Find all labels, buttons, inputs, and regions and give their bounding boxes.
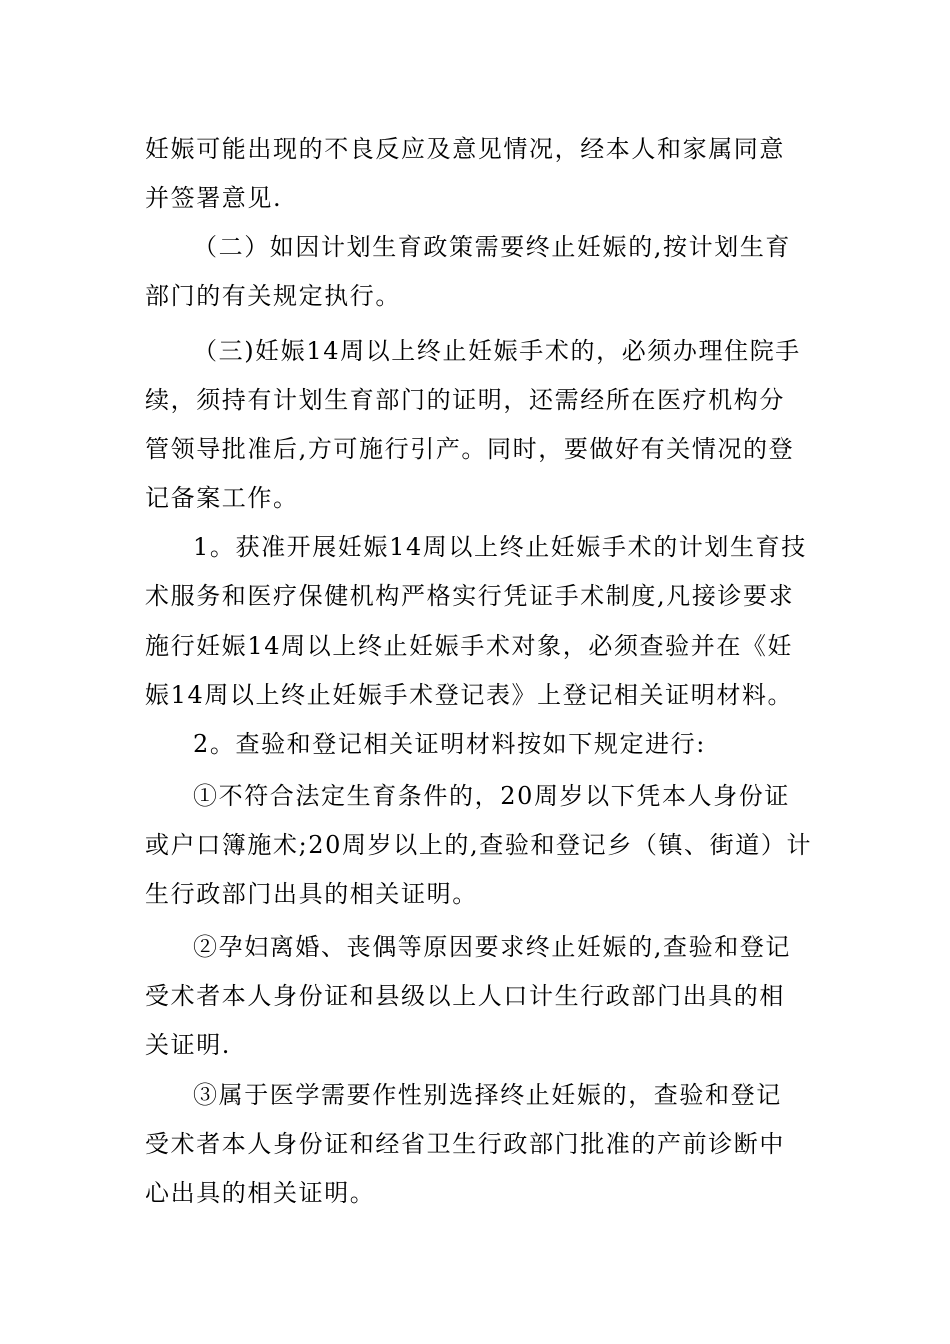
text-line: 续，须持有计划生育部门的证明，还需经所在医疗机构分	[145, 386, 785, 414]
text-line: 施行妊娠14周以上终止妊娠手术对象，必须查验并在《妊	[145, 632, 794, 660]
text-line: ②孕妇离婚、丧偶等原因要求终止妊娠的,查验和登记	[193, 933, 792, 961]
text-line: 娠14周以上终止妊娠手术登记表》上登记相关证明材料。	[145, 681, 794, 709]
text-line: 记备案工作。	[145, 484, 299, 512]
text-line: 并签署意见.	[145, 184, 283, 212]
text-line: 或户口簿施术;20周岁以上的,查验和登记乡（镇、街道）计	[145, 831, 813, 859]
text-line: 生行政部门出具的相关证明。	[145, 880, 478, 908]
text-line: 部门的有关规定执行。	[145, 282, 401, 310]
text-line: 妊娠可能出现的不良反应及意见情况，经本人和家属同意	[145, 135, 785, 163]
text-line: 2。查验和登记相关证明材料按如下规定进行:	[193, 730, 706, 758]
text-line: 1。获准开展妊娠14周以上终止妊娠手术的计划生育技	[193, 533, 807, 561]
text-line: 受术者本人身份证和县级以上人口计生行政部门出具的相	[145, 982, 785, 1010]
text-line: 术服务和医疗保健机构严格实行凭证手术制度,凡接诊要求	[145, 582, 795, 610]
text-line: （二）如因计划生育政策需要终止妊娠的,按计划生育	[193, 233, 792, 261]
text-line: （三)妊娠14周以上终止妊娠手术的，必须办理住院手	[193, 337, 801, 365]
text-line: ③属于医学需要作性别选择终止妊娠的，查验和登记	[193, 1081, 782, 1109]
text-line: 关证明.	[145, 1031, 232, 1059]
text-line: 心出具的相关证明。	[145, 1179, 376, 1207]
text-line: 受术者本人身份证和经省卫生行政部门批准的产前诊断中	[145, 1130, 785, 1158]
text-line: 管领导批准后,方可施行引产。同时，要做好有关情况的登	[145, 435, 795, 463]
text-line: ①不符合法定生育条件的，20周岁以下凭本人身份证	[193, 782, 790, 810]
